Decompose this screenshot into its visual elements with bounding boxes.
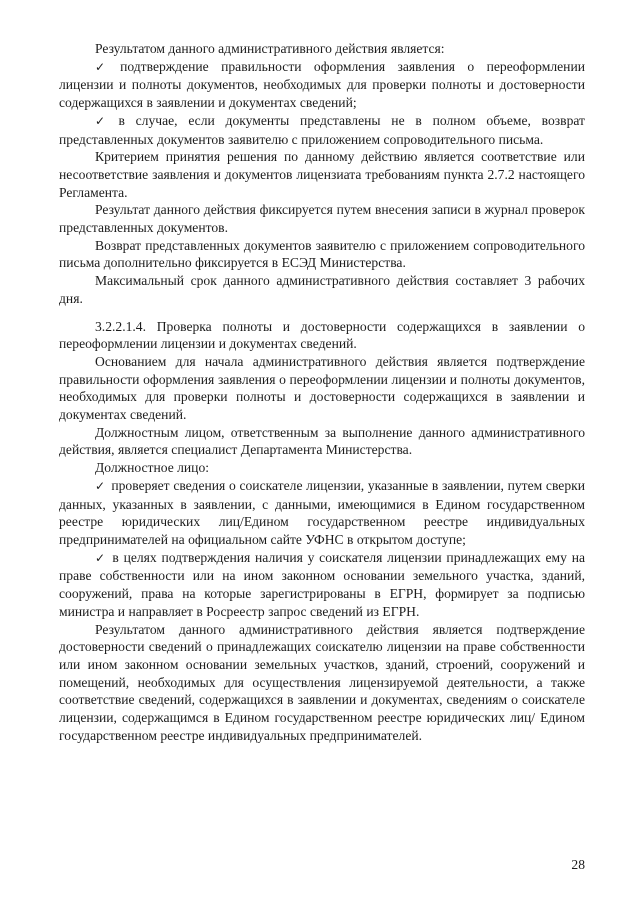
bullet-text: подтверждение правильности оформления заявления о переоформлении лицензии и полноты документов, необходимых для проверки полноты и достоверности содержащихся в заявлении и документах сведений;	[59, 58, 586, 111]
checkmark-icon: ✓	[95, 59, 115, 74]
paragraph-return-record: Возврат представленных документов заявителю с приложением сопроводительного письма дополнительно фиксируется в ЕСЭД Министерства.	[59, 237, 585, 271]
paragraph-max-term: Максимальный срок данного административного действия составляет 3 рабочих дня.	[59, 273, 585, 306]
bullet-text: в целях подтверждения наличия у соискателя лицензии принадлежащих ему на праве собственности или на ином законном основании земельного участка, зданий, сооружений, права на которые зарегистрированы в ЕГРН, формирует за подписью министра и направляет в Росреестр запрос сведений из ЕГРН.	[59, 549, 585, 619]
bullet-item-verify	[59, 477, 585, 549]
page-number: 28	[571, 857, 585, 872]
section-heading-3-2-2-1-4: 3.2.2.1.4. Проверка полноты и достоверности содержащихся в заявлении о переоформлении лицензии и документах сведений.	[59, 318, 585, 352]
page-body	[59, 40, 585, 744]
paragraph-basis: Основанием для начала административного действия является подтверждение правильности оформления заявления о переоформлении лицензии и полноты документов, необходимых для проверки полноты и достоверности содержащихся в заявлении и документах сведений.	[59, 353, 585, 423]
checkmark-icon: ✓	[95, 478, 106, 493]
bullet-item-request	[59, 549, 585, 621]
bullet-item-return	[59, 112, 585, 148]
bullet-text: в случае, если документы представлены не в полном объеме, возврат представленных документов заявителю с приложением сопроводительного письма.	[59, 112, 585, 147]
bullet-text: проверяет сведения о соискателе лицензии, указанные в заявлении, путем сверки данных, указанных в заявлении, с данными, имеющимися в Едином государственном реестре юридических лиц/Едином государственном реестре индивидуальных предпринимателей на официальном сайте УФНС в открытом доступе;	[59, 477, 586, 547]
bullet-item-confirmation	[59, 58, 585, 112]
paragraph-responsible-person: Должностным лицом, ответственным за выполнение данного административного действия, является специалист Департамента Министерства.	[59, 424, 585, 458]
paragraph-journal-record: Результат данного действия фиксируется путем внесения записи в журнал проверок представленных документов.	[59, 202, 585, 236]
paragraph-official: Должностное лицо:	[95, 460, 210, 476]
paragraph-result-intro: Результатом данного административного действия является:	[95, 41, 445, 56]
paragraph-result-final: Результатом данного административного действия является подтверждение достоверности сведений о принадлежащих соискателю лицензии на праве собственности или ином законном основании земельных участков, зданий, строений, сооружений и помещений, необходимых для осуществления лицензируемой деятельности, а также соответствие сведений, содержащихся в заявлении и документах, сведениям о соискателе лицензии, содержащимся в Едином государственном реестре юридических лиц/ Едином государственном реестре индивидуальных предпринимателей.	[59, 621, 585, 743]
checkmark-icon: ✓	[95, 113, 113, 128]
checkmark-icon: ✓	[95, 550, 107, 565]
paragraph-criterion: Критерием принятия решения по данному действию является соответствие или несоответствие заявления и документов лицензиата требованиям пункта 2.7.2 настоящего Регламента.	[59, 149, 585, 200]
